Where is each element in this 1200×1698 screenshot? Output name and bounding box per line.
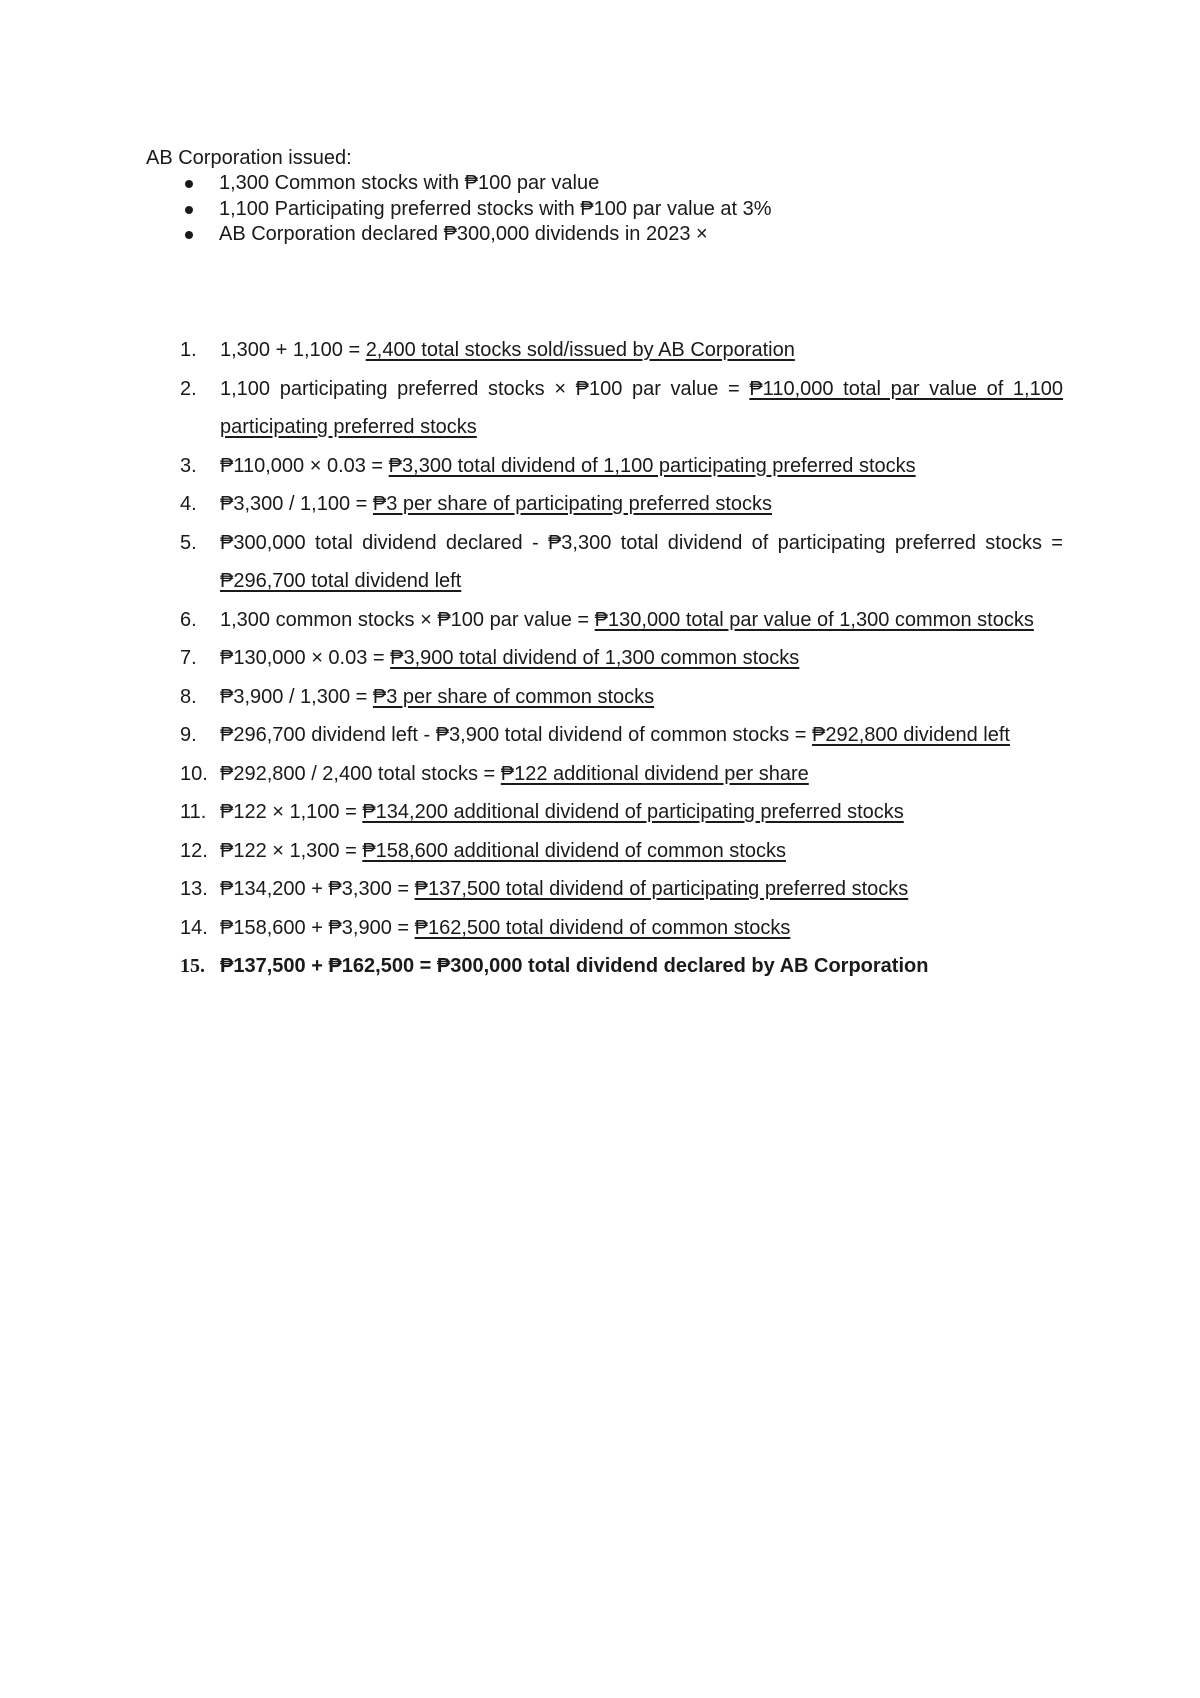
step-number: 5. xyxy=(180,531,197,554)
step-result: ₱158,600 additional dividend of common stocks xyxy=(362,839,786,862)
step-10 xyxy=(180,755,1063,794)
step-text: 1,100 participating preferred stocks × ₱100 par value = xyxy=(220,377,750,400)
step-6 xyxy=(180,601,1063,640)
step-5 xyxy=(180,524,1063,601)
list-item xyxy=(146,171,772,197)
step-14 xyxy=(180,909,1063,948)
step-result: ₱122 additional dividend per share xyxy=(500,762,809,785)
step-number: 8. xyxy=(180,685,197,708)
step-text: 1,300 common stocks × ₱100 par value = xyxy=(220,608,595,631)
step-number: 12. xyxy=(180,839,208,862)
step-3 xyxy=(180,447,1063,486)
step-result: ₱134,200 additional dividend of participating preferred stocks xyxy=(362,801,904,823)
bullet-text: AB Corporation declared ₱300,000 dividends in 2023 × xyxy=(219,223,708,245)
bullet-dot-icon xyxy=(185,231,193,239)
bullet-dot-icon xyxy=(185,206,193,214)
step-number: 15. xyxy=(180,955,205,977)
step-result: ₱292,800 dividend left xyxy=(812,724,1010,746)
step-number: 4. xyxy=(180,493,197,515)
step-number: 11. xyxy=(180,801,207,823)
step-15 xyxy=(180,947,1063,986)
list-item xyxy=(146,222,772,248)
step-12 xyxy=(180,832,1063,871)
step-text: ₱3,300 / 1,100 = xyxy=(220,493,373,515)
step-text: ₱292,800 / 2,400 total stocks = xyxy=(220,762,501,785)
step-number: 1. xyxy=(180,339,197,361)
step-text: ₱122 × 1,100 = xyxy=(220,801,363,823)
computation-steps xyxy=(180,331,1063,986)
step-number: 13. xyxy=(180,878,208,900)
step-result: ₱3 per share of participating preferred stocks xyxy=(372,493,772,515)
step-text: ₱3,900 / 1,300 = xyxy=(220,685,373,708)
step-result: ₱162,500 total dividend of common stocks xyxy=(414,916,791,939)
bullet-text: 1,300 Common stocks with ₱100 par value xyxy=(219,172,600,194)
step-7 xyxy=(180,639,1063,678)
step-text: 1,300 + 1,100 = xyxy=(220,339,366,361)
step-text: ₱296,700 dividend left - ₱3,900 total dividend of common stocks = xyxy=(220,724,813,746)
step-result: ₱3 per share of common stocks xyxy=(372,685,655,708)
issued-list xyxy=(146,171,772,248)
step-number: 2. xyxy=(180,377,197,400)
step-text: ₱300,000 total dividend declared - ₱3,300 total dividend of participating preferred stocks = xyxy=(220,531,1063,554)
step-2 xyxy=(180,370,1063,447)
step-number: 6. xyxy=(180,608,197,631)
step-4 xyxy=(180,485,1063,524)
step-result: ₱137,500 total dividend of participating preferred stocks xyxy=(414,878,909,900)
list-item xyxy=(146,197,772,223)
step-result: ₱296,700 total dividend left xyxy=(220,570,462,592)
step-number: 10. xyxy=(180,762,208,785)
step-result: ₱130,000 total par value of 1,300 common stocks xyxy=(594,608,1034,631)
step-13 xyxy=(180,870,1063,909)
step-number: 3. xyxy=(180,454,197,477)
step-text: ₱130,000 × 0.03 = xyxy=(220,647,391,669)
step-9 xyxy=(180,716,1063,755)
step-number: 9. xyxy=(180,724,197,746)
bullet-dot-icon xyxy=(185,180,193,188)
step-11 xyxy=(180,793,1063,832)
step-result: 2,400 total stocks sold/issued by AB Corporation xyxy=(365,339,795,361)
step-text: ₱122 × 1,300 = xyxy=(220,839,363,862)
step-text: ₱158,600 + ₱3,900 = xyxy=(220,916,415,939)
step-number: 14. xyxy=(180,916,208,939)
step-text: ₱134,200 + ₱3,300 = xyxy=(220,878,415,900)
step-result: ₱3,900 total dividend of 1,300 common stocks xyxy=(390,647,800,669)
step-text: ₱110,000 × 0.03 = xyxy=(220,454,389,477)
step-text: ₱137,500 + ₱162,500 = ₱300,000 total dividend declared by AB Corporation xyxy=(220,955,929,977)
step-result: ₱3,300 total dividend of 1,100 participating preferred stocks xyxy=(388,454,916,477)
step-number: 7. xyxy=(180,647,197,669)
step-result: ₱110,000 total par value of 1,100 participating preferred stocks xyxy=(220,377,1063,438)
intro-heading: AB Corporation issued: xyxy=(146,147,352,169)
bullet-text: 1,100 Participating preferred stocks with ₱100 par value at 3% xyxy=(219,197,772,220)
step-8 xyxy=(180,678,1063,717)
step-1 xyxy=(180,331,1063,370)
